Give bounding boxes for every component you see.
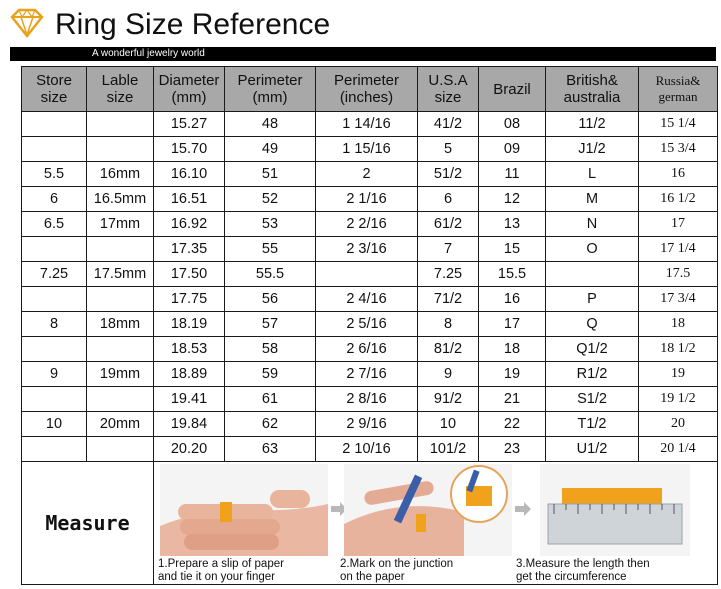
table-cell: 16.92 (154, 212, 225, 237)
step-2-caption (340, 558, 453, 584)
table-cell: 18mm (87, 312, 154, 337)
table-row (22, 337, 718, 362)
table-cell: 17 1/4 (639, 237, 718, 262)
step-3-photo (540, 464, 690, 556)
table-cell (87, 387, 154, 412)
table-cell: 18.53 (154, 337, 225, 362)
table-cell: U1/2 (546, 437, 639, 462)
table-cell: 19.41 (154, 387, 225, 412)
table-cell: 16 1/2 (639, 187, 718, 212)
table-cell: 53 (225, 212, 316, 237)
table-cell: 7 (418, 237, 479, 262)
table-cell: 16mm (87, 162, 154, 187)
table-cell: 7.25 (418, 262, 479, 287)
step-2-caption-line2: on the paper (340, 571, 405, 583)
table-cell: 2 7/16 (316, 362, 418, 387)
table-cell: 11/2 (546, 112, 639, 137)
table-cell (316, 262, 418, 287)
table-cell: 18 1/2 (639, 337, 718, 362)
table-cell (87, 287, 154, 312)
table-cell: 61 (225, 387, 316, 412)
table-cell (546, 262, 639, 287)
table-body (22, 112, 718, 462)
table-row (22, 412, 718, 437)
table-cell: 41/2 (418, 112, 479, 137)
table-cell: 7.25 (22, 262, 87, 287)
table-cell: 21 (479, 387, 546, 412)
table-cell: 10 (22, 412, 87, 437)
table-cell: 16.10 (154, 162, 225, 187)
table-cell (87, 112, 154, 137)
tagline: A wonderful jewelry world (92, 48, 205, 59)
table-cell: 1 14/16 (316, 112, 418, 137)
table-cell: 51 (225, 162, 316, 187)
table-cell: 2 (316, 162, 418, 187)
table-cell: T1/2 (546, 412, 639, 437)
table-cell: 6.5 (22, 212, 87, 237)
step-3-caption-line1: 3.Measure the length then (516, 558, 650, 570)
table-cell: 62 (225, 412, 316, 437)
table-cell (22, 237, 87, 262)
table-cell: 2 10/16 (316, 437, 418, 462)
table-cell: 18 (639, 312, 718, 337)
table-cell: 101/2 (418, 437, 479, 462)
table-cell: 15 3/4 (639, 137, 718, 162)
step-2-photo (344, 464, 512, 556)
table-cell: 9 (418, 362, 479, 387)
table-row (22, 137, 718, 162)
table-cell: 17.50 (154, 262, 225, 287)
table-cell: 2 2/16 (316, 212, 418, 237)
table-cell: 09 (479, 137, 546, 162)
table-cell: 5 (418, 137, 479, 162)
table-cell (87, 437, 154, 462)
table-cell: 63 (225, 437, 316, 462)
table-row (22, 212, 718, 237)
table-cell: O (546, 237, 639, 262)
table-cell: 19.84 (154, 412, 225, 437)
step-1-caption-line2: and tie it on your finger (158, 571, 275, 583)
table-cell: 58 (225, 337, 316, 362)
table-cell: 61/2 (418, 212, 479, 237)
table-cell: 18.19 (154, 312, 225, 337)
table-cell: 20 (639, 412, 718, 437)
table-cell: 15.70 (154, 137, 225, 162)
table-cell: 8 (418, 312, 479, 337)
table-cell (22, 287, 87, 312)
table-row (22, 187, 718, 212)
table-cell: 18.89 (154, 362, 225, 387)
table-cell: 17.75 (154, 287, 225, 312)
table-cell (22, 337, 87, 362)
table-cell: 15.5 (479, 262, 546, 287)
table-cell: J1/2 (546, 137, 639, 162)
table-cell: 71/2 (418, 287, 479, 312)
table-cell: M (546, 187, 639, 212)
table-cell: 17 (479, 312, 546, 337)
column-header: Brazil (479, 67, 546, 112)
table-cell: 08 (479, 112, 546, 137)
column-header: Lable size (87, 67, 154, 112)
table-cell: 2 1/16 (316, 187, 418, 212)
table-cell: 57 (225, 312, 316, 337)
table-cell: 19 (479, 362, 546, 387)
table-cell: L (546, 162, 639, 187)
table-cell: 52 (225, 187, 316, 212)
table-cell: 18 (479, 337, 546, 362)
table-cell: 10 (418, 412, 479, 437)
table-cell: 5.5 (22, 162, 87, 187)
page-header (0, 0, 721, 62)
page-title: Ring Size Reference (55, 8, 331, 41)
table-cell: 16 (479, 287, 546, 312)
table-cell: 81/2 (418, 337, 479, 362)
table-cell: 1 15/16 (316, 137, 418, 162)
table-cell: 19 1/2 (639, 387, 718, 412)
arrow-right-icon (515, 502, 531, 516)
step-1-caption-line1: 1.Prepare a slip of paper (158, 558, 284, 570)
table-cell: Q (546, 312, 639, 337)
table-cell: S1/2 (546, 387, 639, 412)
table-cell: 16.51 (154, 187, 225, 212)
tagline-bar (10, 47, 716, 61)
table-cell: 55.5 (225, 262, 316, 287)
table-cell (22, 137, 87, 162)
table-cell: 20mm (87, 412, 154, 437)
table-row (22, 387, 718, 412)
table-cell (87, 137, 154, 162)
table-row (22, 312, 718, 337)
measure-label: Measure (22, 462, 154, 585)
table-cell: 6 (418, 187, 479, 212)
table-cell (87, 237, 154, 262)
table-cell: 9 (22, 362, 87, 387)
table-cell: 8 (22, 312, 87, 337)
step-1-caption (158, 558, 284, 584)
column-header: Perimeter (inches) (316, 67, 418, 112)
column-header: Russia& german (639, 67, 718, 112)
table-row (22, 287, 718, 312)
table-cell: 19 (639, 362, 718, 387)
step-2-caption-line1: 2.Mark on the junction (340, 558, 454, 570)
table-row (22, 362, 718, 387)
column-header: British& australia (546, 67, 639, 112)
table-header-row (22, 67, 718, 112)
table-cell: 22 (479, 412, 546, 437)
table-cell: Q1/2 (546, 337, 639, 362)
column-header: Diameter (mm) (154, 67, 225, 112)
table-row (22, 162, 718, 187)
table-cell: 2 4/16 (316, 287, 418, 312)
table-cell: 11 (479, 162, 546, 187)
table-row (22, 437, 718, 462)
diamond-logo-icon (10, 8, 44, 38)
table-cell: N (546, 212, 639, 237)
table-cell: 2 6/16 (316, 337, 418, 362)
table-cell: 15 (479, 237, 546, 262)
table-cell: 17.5 (639, 262, 718, 287)
table-row (22, 262, 718, 287)
table-cell: 6 (22, 187, 87, 212)
table-cell: 20.20 (154, 437, 225, 462)
column-header: Perimeter (mm) (225, 67, 316, 112)
step-3-caption-line2: get the circumference (516, 571, 627, 583)
measure-steps (154, 462, 717, 584)
table-cell: 17mm (87, 212, 154, 237)
table-cell: 12 (479, 187, 546, 212)
table-cell: P (546, 287, 639, 312)
table-cell: 59 (225, 362, 316, 387)
table-cell: 55 (225, 237, 316, 262)
table-cell (22, 387, 87, 412)
table-cell: 20 1/4 (639, 437, 718, 462)
table-cell: 17 3/4 (639, 287, 718, 312)
table-cell: 2 8/16 (316, 387, 418, 412)
measure-steps-cell (154, 462, 718, 585)
table-cell: 49 (225, 137, 316, 162)
table-cell: 16 (639, 162, 718, 187)
table-cell: 2 9/16 (316, 412, 418, 437)
step-1-photo (160, 464, 328, 556)
table-row (22, 112, 718, 137)
table-cell: 23 (479, 437, 546, 462)
step-3-caption (516, 558, 650, 584)
table-cell: 2 5/16 (316, 312, 418, 337)
table-cell: 19mm (87, 362, 154, 387)
table-cell: 16.5mm (87, 187, 154, 212)
table-cell: 15 1/4 (639, 112, 718, 137)
table-cell: 13 (479, 212, 546, 237)
table-cell: 17 (639, 212, 718, 237)
table-cell (87, 337, 154, 362)
table-cell: 91/2 (418, 387, 479, 412)
column-header: Store size (22, 67, 87, 112)
table-cell: 56 (225, 287, 316, 312)
table-cell: R1/2 (546, 362, 639, 387)
table-cell (22, 112, 87, 137)
table-cell: 17.5mm (87, 262, 154, 287)
table-cell: 2 3/16 (316, 237, 418, 262)
table-cell (22, 437, 87, 462)
table-cell: 48 (225, 112, 316, 137)
ring-size-table-wrapper (21, 66, 717, 585)
ring-size-table (21, 66, 718, 585)
measure-row (22, 462, 718, 585)
table-cell: 17.35 (154, 237, 225, 262)
table-cell: 15.27 (154, 112, 225, 137)
column-header: U.S.A size (418, 67, 479, 112)
table-cell: 51/2 (418, 162, 479, 187)
table-row (22, 237, 718, 262)
